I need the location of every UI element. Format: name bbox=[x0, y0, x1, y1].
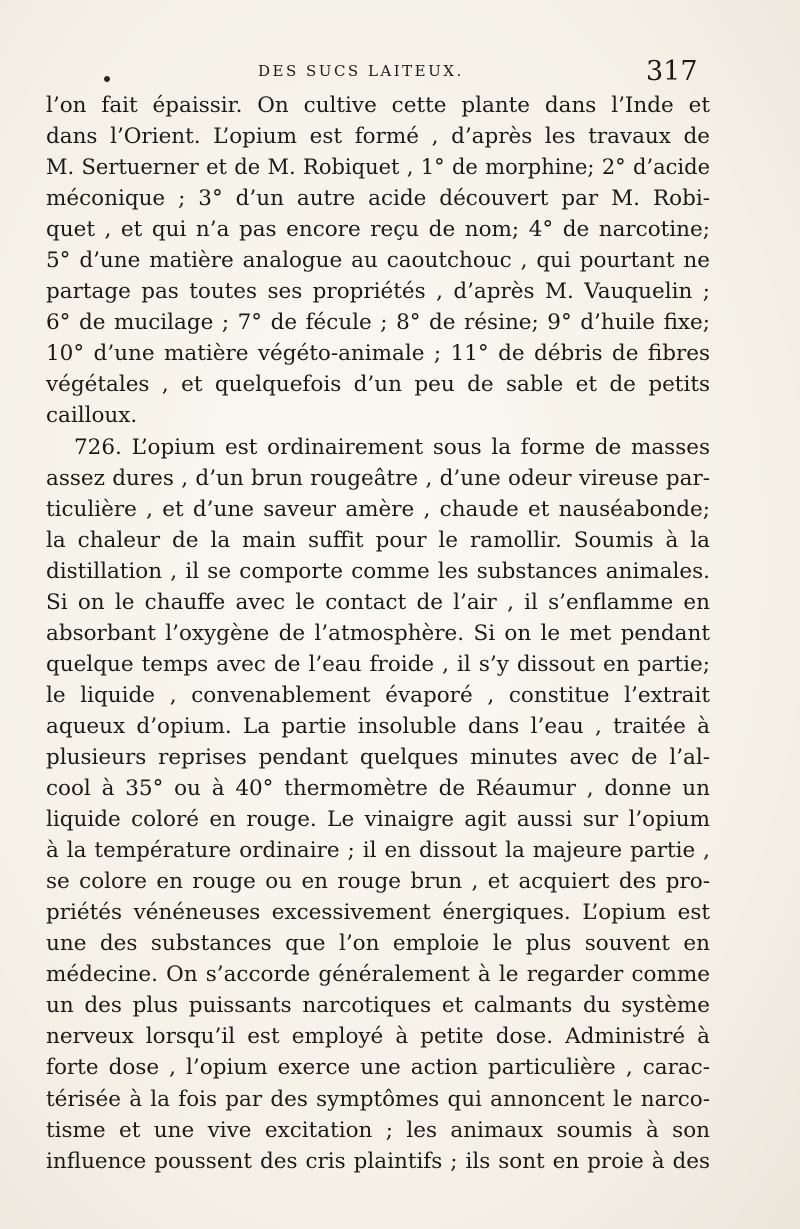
text-line: 10° d’une matière végéto-animale ; 11° de débris de fibres bbox=[46, 341, 710, 367]
text-line: à la température ordinaire ; il en dissout la majeure partie , bbox=[46, 838, 710, 864]
body-text bbox=[46, 90, 710, 1177]
text-line: végétales , et quelquefois d’un peu de sable et de petits bbox=[46, 372, 710, 398]
text-line: assez dures , d’un brun rougeâtre , d’une odeur vireuse par- bbox=[46, 465, 710, 491]
text-line: cailloux. bbox=[46, 403, 138, 429]
text-line: forte dose , l’opium exerce une action particulière , carac- bbox=[46, 1055, 710, 1081]
text-line: quet , et qui n’a pas encore reçu de nom; 4° de narcotine; bbox=[46, 217, 710, 243]
page-number: 317 bbox=[646, 56, 698, 87]
text-line: térisée à la fois par des symptômes qui annoncent le narco- bbox=[46, 1086, 710, 1112]
text-line: 726. L’opium est ordinairement sous la forme de masses bbox=[74, 434, 710, 460]
text-line: une des substances que l’on emploie le plus souvent en bbox=[46, 931, 710, 957]
text-line: Si on le chauffe avec le contact de l’air , il s’enflamme en bbox=[46, 589, 710, 615]
text-line: partage pas toutes ses propriétés , d’après M. Vauquelin ; bbox=[46, 279, 710, 305]
text-line: quelque temps avec de l’eau froide , il s’y dissout en partie; bbox=[46, 651, 710, 677]
paragraph-1 bbox=[46, 90, 710, 432]
text-line: absorbant l’oxygène de l’atmosphère. Si on le met pendant bbox=[46, 620, 710, 646]
text-line: distillation , il se comporte comme les substances animales. bbox=[46, 558, 710, 584]
text-line: plusieurs reprises pendant quelques minutes avec de l’al- bbox=[46, 744, 710, 770]
text-line: méconique ; 3° d’un autre acide découvert par M. Robi- bbox=[46, 186, 710, 212]
text-line: médecine. On s’accorde généralement à le regarder comme bbox=[46, 962, 710, 988]
text-line: ticulière , et d’une saveur amère , chaude et nauséabonde; bbox=[46, 496, 710, 522]
text-line: liquide coloré en rouge. Le vinaigre agit aussi sur l’opium bbox=[46, 807, 710, 833]
text-line: un des plus puissants narcotiques et calmants du système bbox=[46, 993, 710, 1019]
ink-dot bbox=[104, 76, 110, 82]
text-line: se colore en rouge ou en rouge brun , et acquiert des pro- bbox=[46, 869, 710, 895]
text-line: dans l’Orient. L’opium est formé , d’après les travaux de bbox=[46, 124, 710, 150]
text-line: la chaleur de la main suffit pour le ramollir. Soumis à la bbox=[46, 527, 710, 553]
text-line: M. Sertuerner et de M. Robiquet , 1° de morphine; 2° d’acide bbox=[46, 155, 710, 180]
page-header bbox=[0, 58, 800, 90]
text-line: 5° d’une matière analogue au caoutchouc , qui pourtant ne bbox=[46, 248, 710, 274]
paragraph-726 bbox=[46, 432, 710, 1177]
text-line: cool à 35° ou à 40° thermomètre de Réaumur , donne un bbox=[46, 776, 710, 802]
text-line: aqueux d’opium. La partie insoluble dans l’eau , traitée à bbox=[46, 713, 710, 739]
text-line: priétés vénéneuses excessivement énergiques. L’opium est bbox=[46, 900, 710, 926]
text-line: tisme et une vive excitation ; les animaux soumis à son bbox=[46, 1117, 710, 1143]
text-line: l’on fait épaissir. On cultive cette plante dans l’Inde et bbox=[46, 93, 710, 118]
text-line: influence poussent des cris plaintifs ; ils sont en proie à des bbox=[46, 1148, 710, 1174]
text-line: 6° de mucilage ; 7° de fécule ; 8° de résine; 9° d’huile fixe; bbox=[46, 310, 710, 336]
running-head: DES SUCS LAITEUX. bbox=[258, 62, 464, 80]
text-line: le liquide , convenablement évaporé , constitue l’extrait bbox=[46, 682, 710, 708]
text-line: nerveux lorsqu’il est employé à petite dose. Administré à bbox=[46, 1024, 710, 1050]
